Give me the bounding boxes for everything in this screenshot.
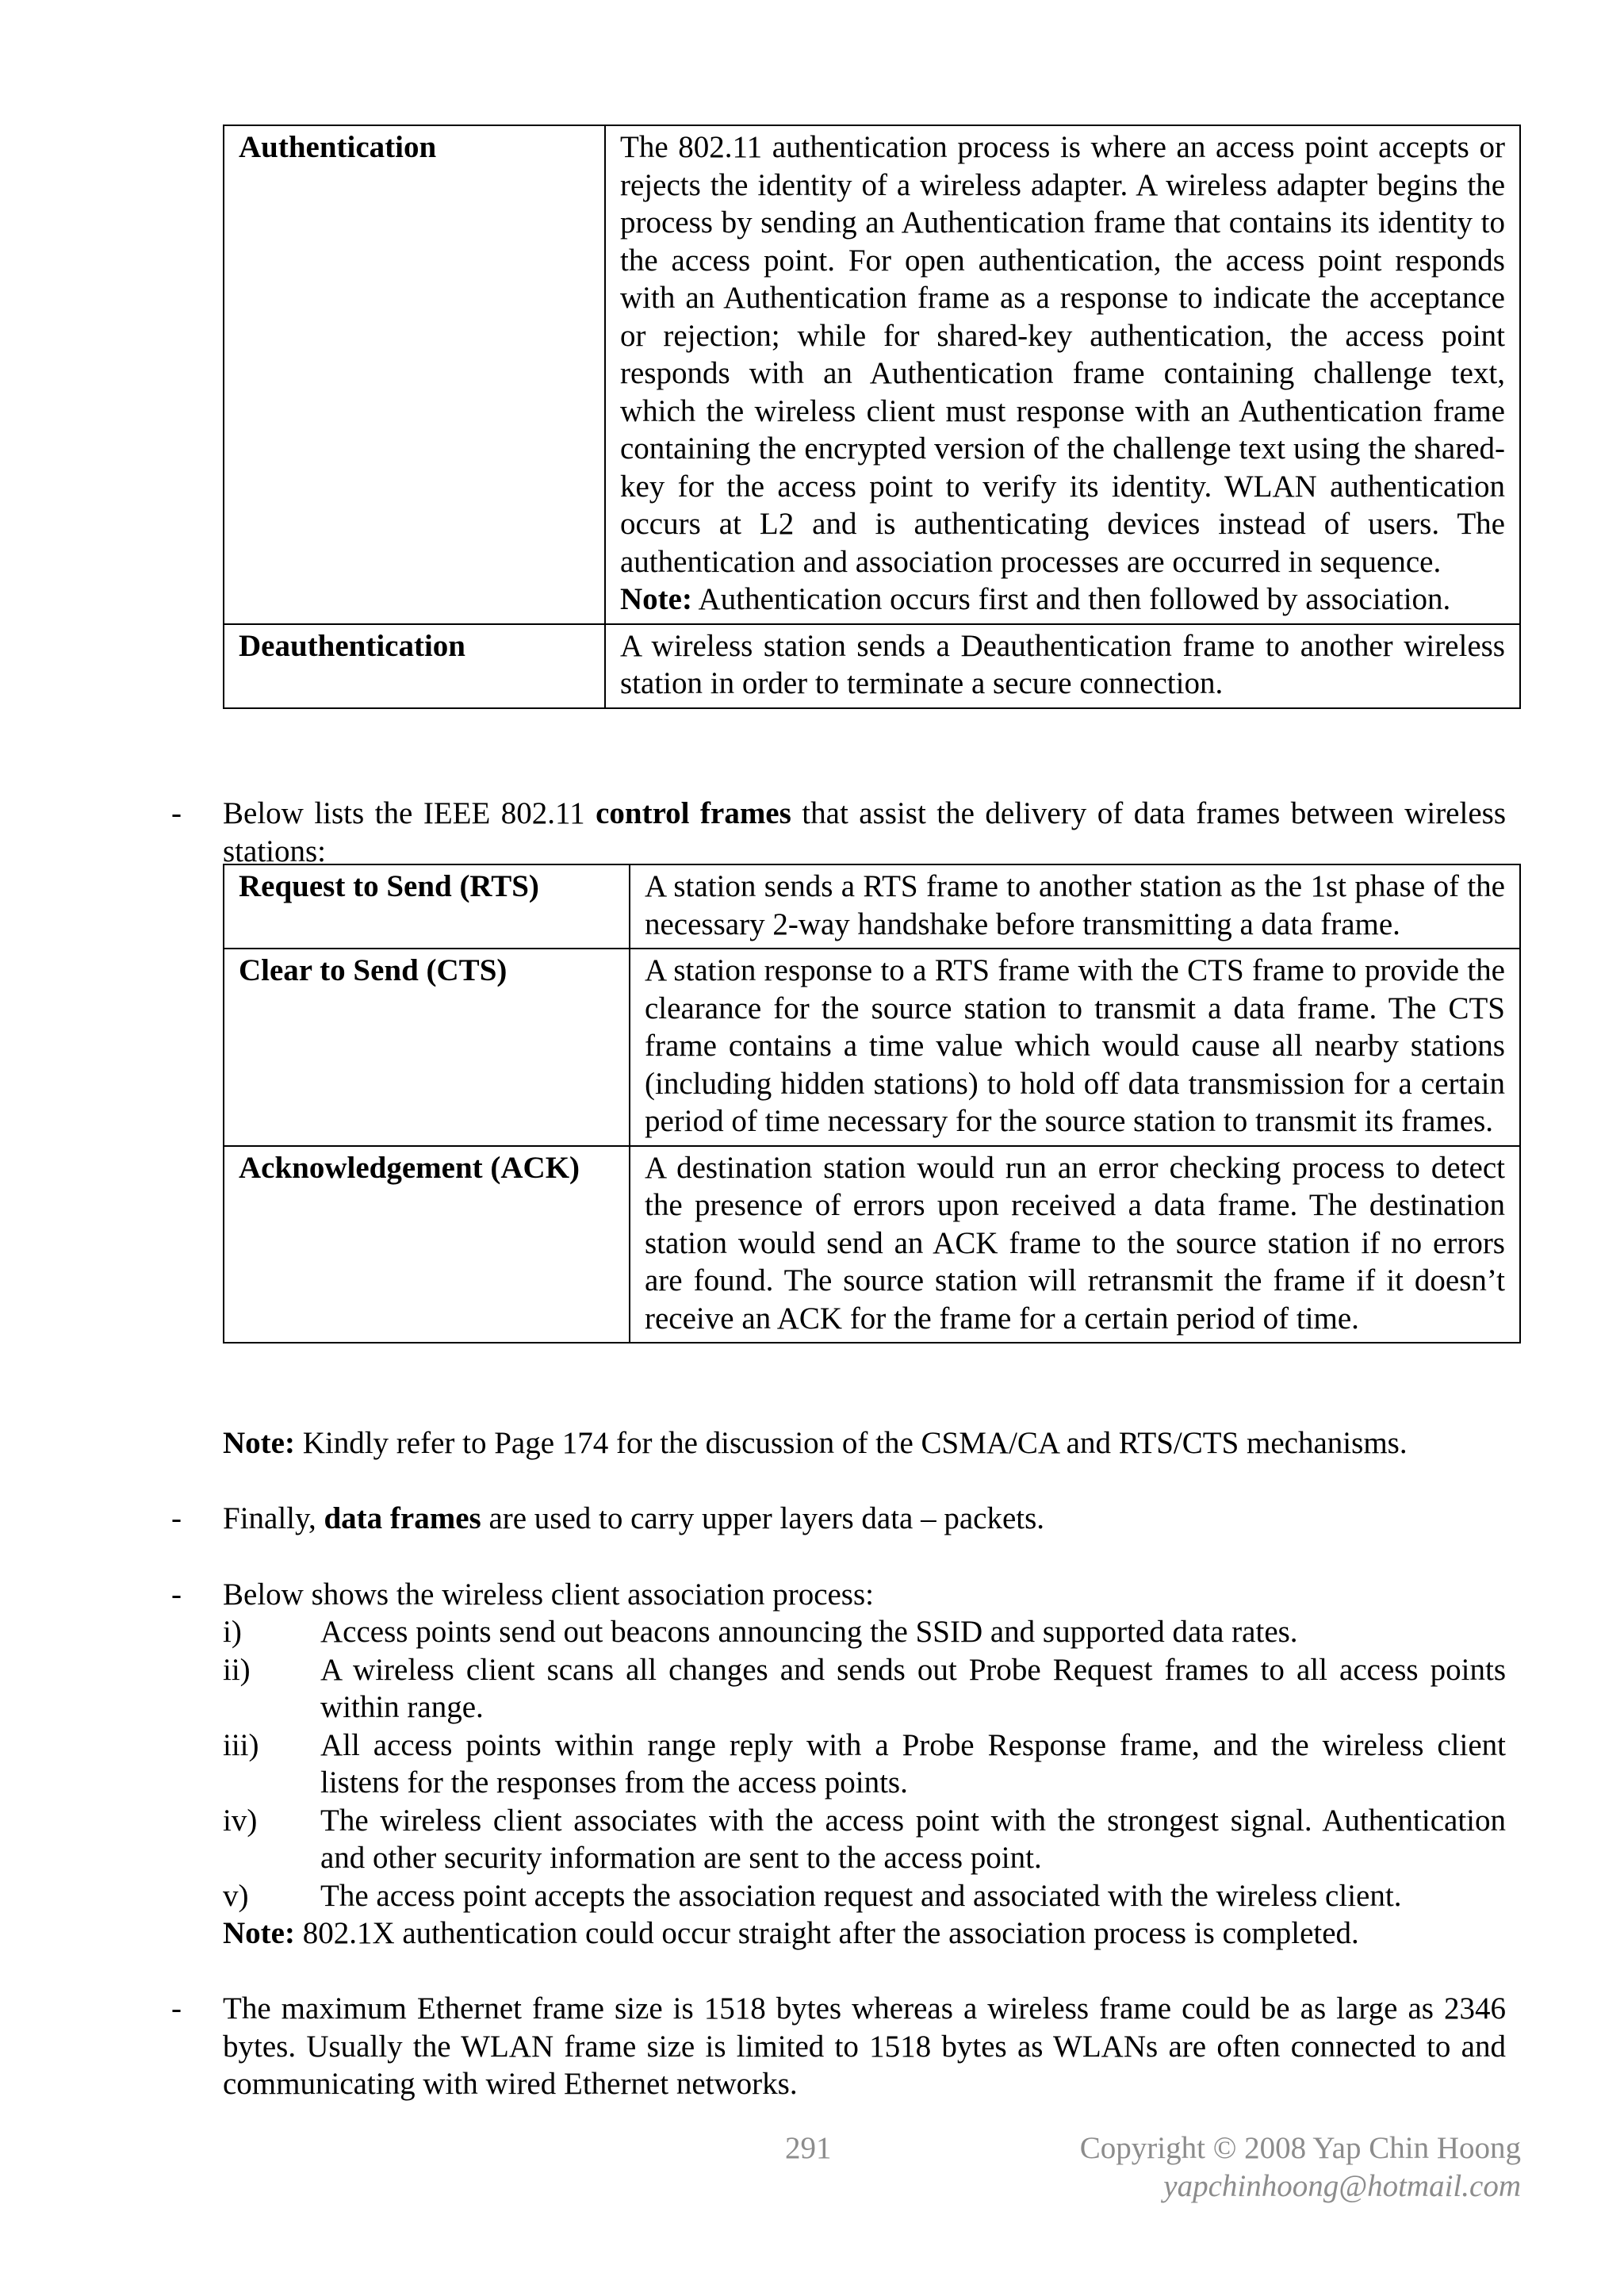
note-label: Note: bbox=[223, 1426, 295, 1460]
intro-post: that assist the delivery of data frames between wireless stations: bbox=[223, 796, 1506, 868]
step-number: v) bbox=[223, 1878, 249, 1913]
association-steps bbox=[223, 1613, 1506, 1953]
note-text: Authentication occurs first and then followed by association. bbox=[691, 582, 1451, 616]
table-row bbox=[224, 125, 1520, 624]
desc-authentication bbox=[605, 125, 1520, 624]
term-ack: Acknowledgement (ACK) bbox=[224, 1146, 630, 1343]
csma-note bbox=[223, 1424, 1408, 1462]
term-deauthentication: Deauthentication bbox=[224, 624, 605, 708]
data-post: are used to carry upper layers data – packets. bbox=[481, 1501, 1045, 1535]
intro-pre: Below lists the IEEE 802.11 bbox=[223, 796, 596, 830]
step-text: The access point accepts the association request and associated with the wireless client. bbox=[320, 1878, 1402, 1913]
list-item bbox=[223, 1877, 1506, 1915]
desc-rts: A station sends a RTS frame to another station as the 1st phase of the necessary 2-way handshake before transmitting a data frame. bbox=[630, 864, 1520, 949]
note-label: Note: bbox=[620, 582, 692, 616]
auth-note bbox=[620, 581, 1505, 619]
association-intro: Below shows the wireless client association process: bbox=[223, 1577, 874, 1612]
step-number: ii) bbox=[223, 1652, 251, 1687]
bullet-dash: - bbox=[171, 796, 182, 830]
data-pre: Finally, bbox=[223, 1501, 324, 1535]
data-frames-line bbox=[223, 1500, 1506, 1538]
bullet-dash: - bbox=[171, 1991, 182, 2026]
table-row bbox=[224, 864, 1520, 949]
step-text: Access points send out beacons announcing the SSID and supported data rates. bbox=[320, 1615, 1298, 1649]
desc-ack: A destination station would run an error checking process to detect the presence of errors upon received a data frame. The destination station would send an ACK frame to the source station if no errors are found. The source station will retransmit the frame if it doesn’t receive an ACK for the frame for a certain period of time. bbox=[630, 1146, 1520, 1343]
frame-size-paragraph: The maximum Ethernet frame size is 1518 bytes whereas a wireless frame could be as large as 2346 bytes. Usually the WLAN frame size is limited to 1518 bytes as WLANs are often connected to and communicating with wired Ethernet networks. bbox=[223, 1991, 1506, 2101]
term-rts: Request to Send (RTS) bbox=[224, 864, 630, 949]
list-item bbox=[223, 1651, 1506, 1727]
step-text: A wireless client scans all changes and sends out Probe Request frames to all access points within range. bbox=[320, 1652, 1506, 1724]
data-bold: data frames bbox=[324, 1501, 481, 1535]
list-item bbox=[223, 1802, 1506, 1877]
step-number: iv) bbox=[223, 1803, 258, 1838]
association-note bbox=[223, 1915, 1506, 1953]
control-frames-intro bbox=[223, 795, 1506, 870]
list-item bbox=[223, 1727, 1506, 1802]
desc-cts: A station response to a RTS frame with the CTS frame to provide the clearance for the source station to transmit a data frame. The CTS frame contains a time value which would cause all nearby stations (including hidden stations) to hold off data transmission for a certain period of time necessary for the source station to transmit its frames. bbox=[630, 949, 1520, 1146]
intro-bold: control frames bbox=[596, 796, 791, 830]
step-number: i) bbox=[223, 1615, 242, 1649]
control-frames-table bbox=[223, 864, 1521, 1343]
management-frames-table bbox=[223, 125, 1521, 709]
note-text: 802.1X authentication could occur straight after the association process is completed. bbox=[294, 1916, 1359, 1950]
page-number: 291 bbox=[785, 2131, 832, 2165]
table-row bbox=[224, 949, 1520, 1146]
list-item bbox=[223, 1613, 1506, 1651]
table-row bbox=[224, 1146, 1520, 1343]
step-number: iii) bbox=[223, 1727, 259, 1762]
bullet-dash: - bbox=[171, 1501, 182, 1535]
bullet-dash: - bbox=[171, 1577, 182, 1612]
note-text: Kindly refer to Page 174 for the discussion of the CSMA/CA and RTS/CTS mechanisms. bbox=[294, 1426, 1408, 1460]
step-text: All access points within range reply with a Probe Response frame, and the wireless client listens for the responses from the access points. bbox=[320, 1727, 1506, 1800]
copyright: Copyright © 2008 Yap Chin Hoong bbox=[1079, 2131, 1521, 2165]
table-row bbox=[224, 624, 1520, 708]
author-email: yapchinhoong@hotmail.com bbox=[1163, 2169, 1521, 2203]
desc-text: The 802.11 authentication process is where an access point accepts or rejects the identity of a wireless adapter. A wireless adapter begins the process by sending an Authentication frame that contains its identity to the access point. For open authentication, the access point responds with an Authentication frame as a response to indicate the acceptance or rejection; while for shared-key authentication, the access point responds with an Authentication frame containing challenge text, which the wireless client must response with an Authentication frame containing the encrypted version of the challenge text using the shared-key for the access point to verify its identity. WLAN authentication occurs at L2 and is authenticating devices instead of users. The authentication and association processes are occurred in sequence. bbox=[620, 130, 1505, 579]
term-authentication: Authentication bbox=[224, 125, 605, 624]
note-label: Note: bbox=[223, 1916, 295, 1950]
term-cts: Clear to Send (CTS) bbox=[224, 949, 630, 1146]
step-text: The wireless client associates with the access point with the strongest signal. Authentication and other security information are sent to the access point. bbox=[320, 1803, 1506, 1875]
desc-deauthentication: A wireless station sends a Deauthentication frame to another wireless station in order to terminate a secure connection. bbox=[605, 624, 1520, 708]
